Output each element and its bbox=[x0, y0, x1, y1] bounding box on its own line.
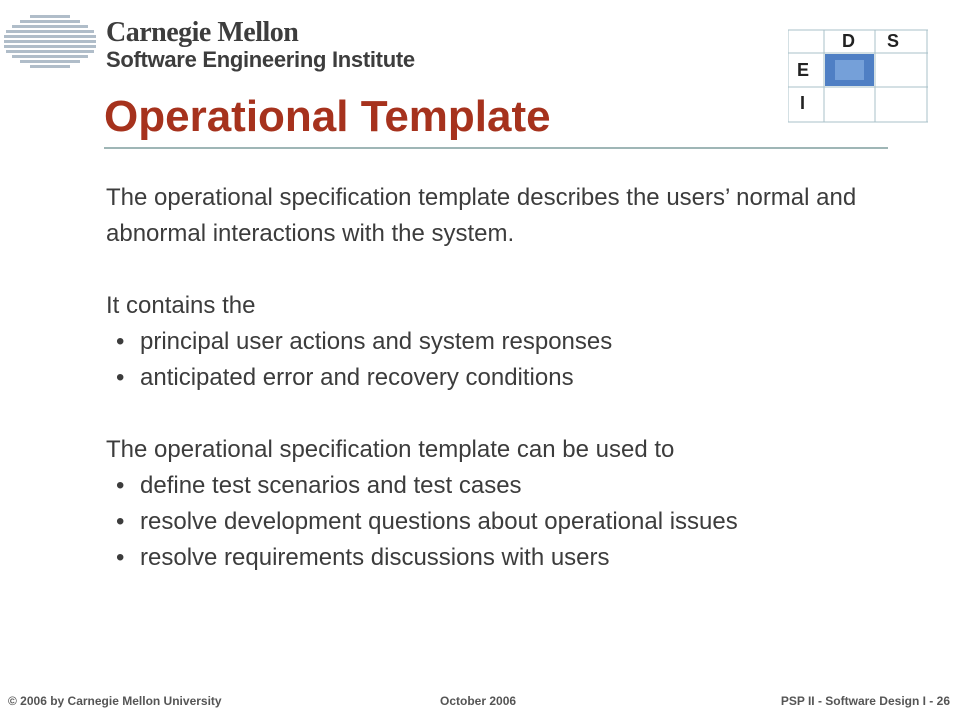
list-item bbox=[106, 540, 906, 576]
bullet-icon: • bbox=[116, 364, 125, 391]
bullet-icon: • bbox=[116, 544, 125, 571]
bullet-text: resolve development questions about operational issues bbox=[140, 508, 738, 535]
bullet-text: anticipated error and recovery conditions bbox=[140, 364, 574, 391]
grid-col-label-d: D bbox=[842, 31, 855, 51]
dsei-grid bbox=[788, 29, 928, 123]
bullet-icon: • bbox=[116, 328, 125, 355]
grid-col-label-s: S bbox=[887, 31, 900, 51]
org-name-line1: Carnegie Mellon bbox=[106, 17, 299, 48]
bullet-text: define test scenarios and test cases bbox=[140, 472, 522, 499]
bullet-icon: • bbox=[116, 508, 125, 535]
intro-paragraph: The operational specification template describes the users’ normal and abnormal interactions with the system. bbox=[106, 184, 857, 247]
footer-date: October 2006 bbox=[440, 694, 517, 708]
slide-title: Operational Template bbox=[104, 92, 551, 141]
grid-row-label-i: I bbox=[800, 93, 806, 113]
list-item bbox=[106, 468, 906, 504]
list-item bbox=[106, 360, 906, 396]
title-divider bbox=[104, 147, 888, 149]
org-name-line2: Software Engineering Institute bbox=[106, 47, 415, 72]
bullet-icon: • bbox=[116, 472, 125, 499]
used-intro: The operational specification template can be used to bbox=[106, 436, 675, 463]
contains-intro: It contains the bbox=[106, 292, 256, 319]
slide-body bbox=[106, 180, 906, 576]
bullet-text: principal user actions and system responses bbox=[140, 328, 613, 355]
organization-logotype bbox=[106, 18, 415, 72]
footer-page-number: PSP II - Software Design I - 26 bbox=[780, 694, 950, 708]
list-item bbox=[106, 324, 906, 360]
list-item bbox=[106, 504, 820, 540]
grid-row-label-e: E bbox=[797, 60, 810, 80]
sei-striped-globe-icon bbox=[4, 14, 96, 68]
bullet-text: resolve requirements discussions with users bbox=[140, 544, 610, 571]
footer-copyright: © 2006 by Carnegie Mellon University bbox=[8, 694, 222, 708]
